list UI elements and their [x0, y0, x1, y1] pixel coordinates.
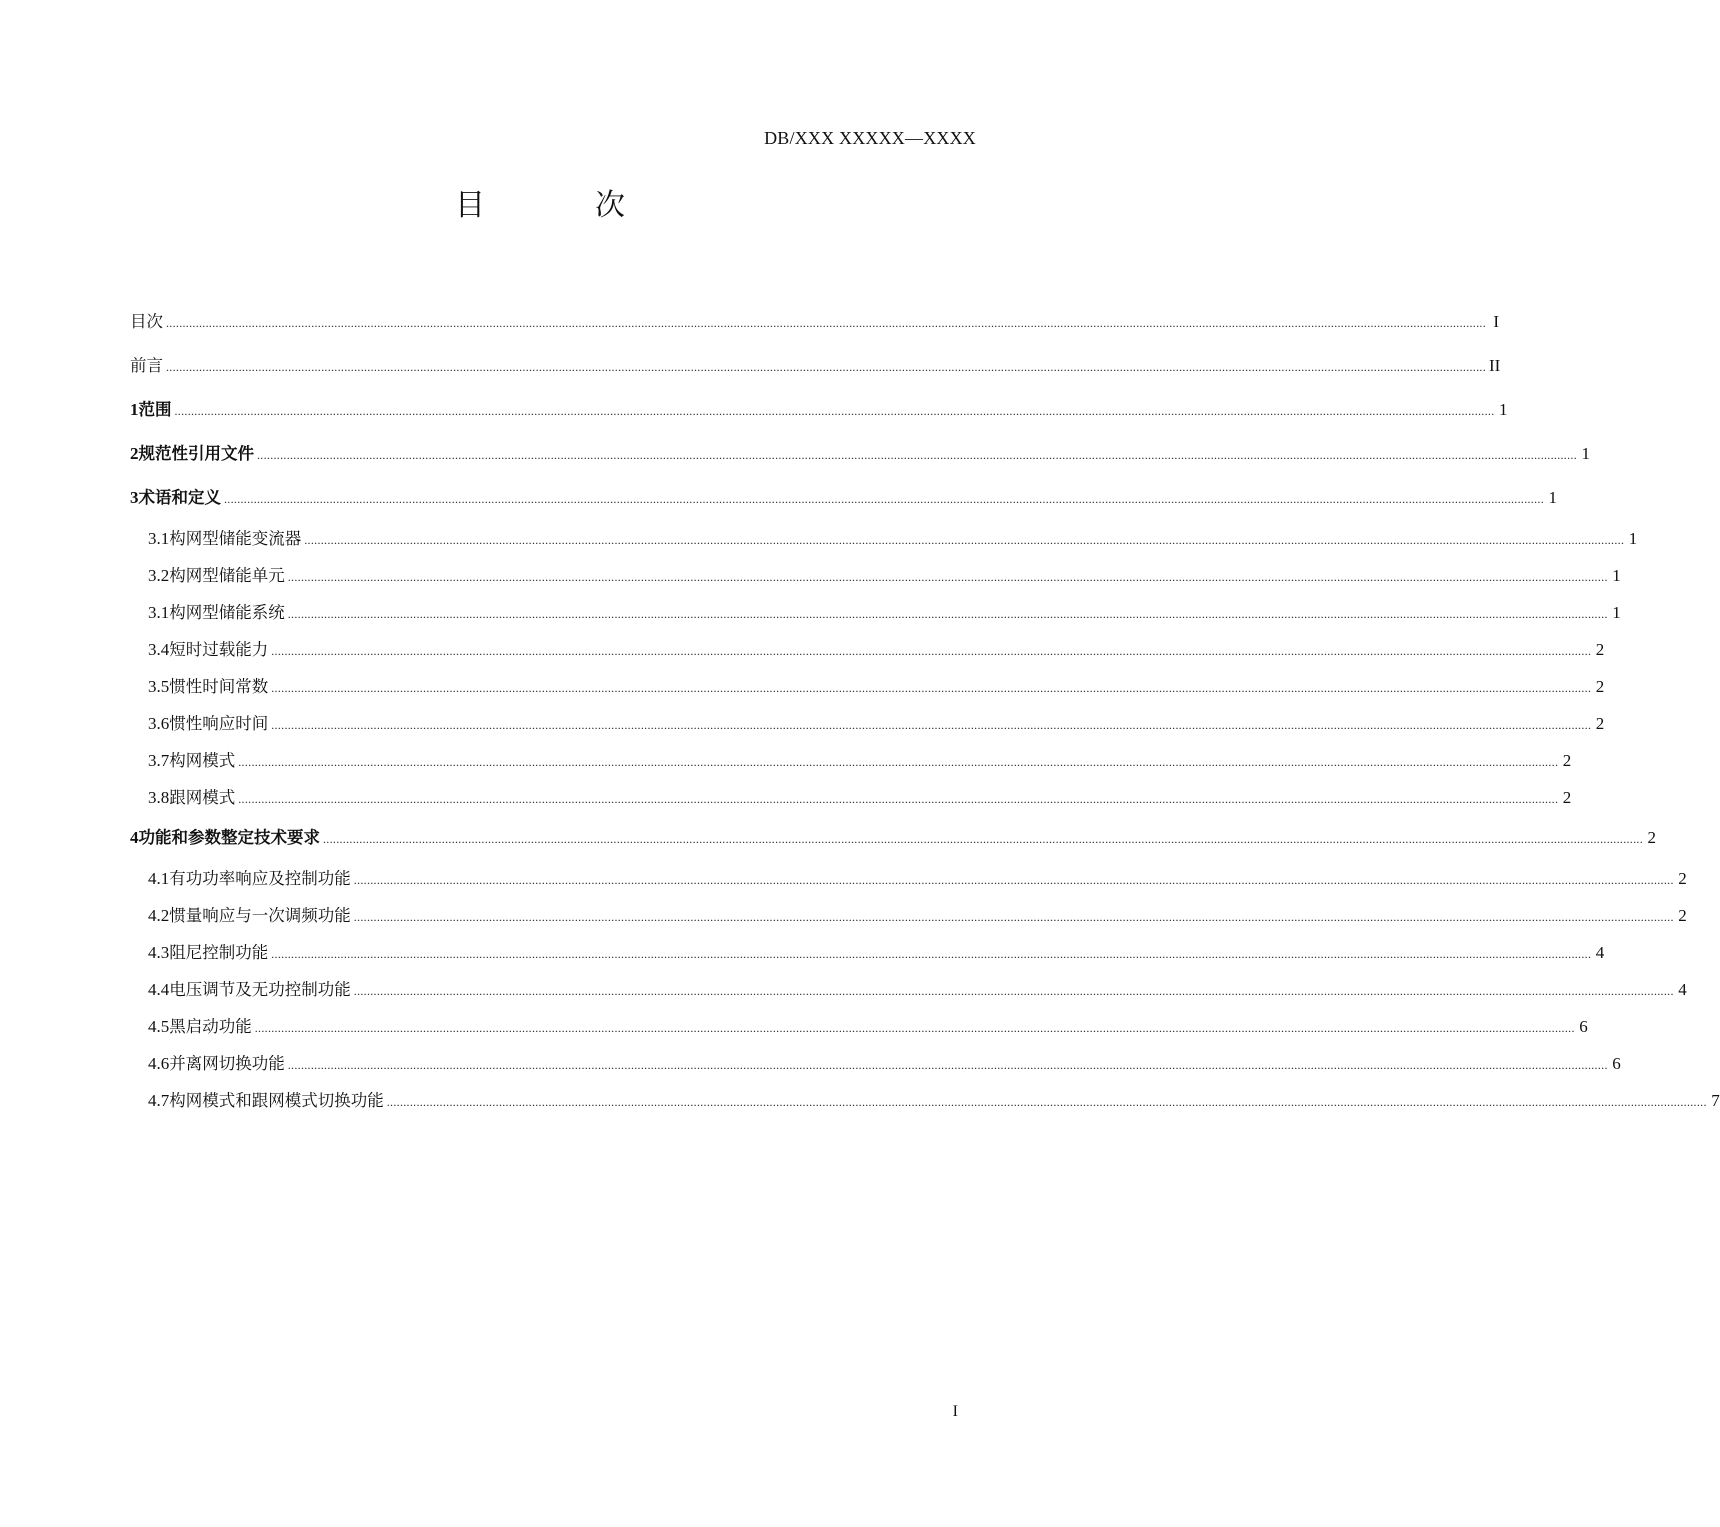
toc-entry[interactable] [130, 742, 1572, 779]
toc-dot-leader: ................................................................................................................................................................................................................................................................................................................................................................................................................ [271, 718, 1592, 732]
toc-entry[interactable] [130, 705, 1605, 742]
toc-entry-title: 阻尼控制功能 [169, 943, 269, 962]
toc-entry-number: 3.7 [148, 751, 170, 770]
toc-entry-number: 3.1 [148, 603, 170, 622]
toc-dot-leader: ................................................................................................................................................................................................................................................................................................................................................................................................................ [353, 984, 1674, 998]
toc-dot-leader: ................................................................................................................................................................................................................................................................................................................................................................................................................ [224, 492, 1544, 506]
toc-entry-page: 1 [1581, 444, 1590, 463]
toc-entry-number: 3.6 [148, 714, 170, 733]
toc-entry-title: 有功功率响应及控制功能 [169, 869, 351, 888]
toc-entry[interactable] [130, 388, 1508, 432]
toc-entry-number: 4.1 [148, 869, 170, 888]
toc-entry-page: 1 [1612, 566, 1621, 585]
toc-entry-title: 术语和定义 [138, 488, 221, 507]
toc-entry-title: 电压调节及无功控制功能 [169, 980, 351, 999]
toc-entry[interactable] [130, 476, 1557, 520]
toc-entry[interactable] [130, 860, 1687, 897]
toc-entry[interactable] [130, 897, 1687, 934]
toc-entry-number: 4.5 [148, 1017, 170, 1036]
toc-entry[interactable] [130, 816, 1656, 860]
page-number: I [952, 1403, 958, 1420]
toc-entry[interactable] [130, 432, 1590, 476]
toc-entry-number: 4.3 [148, 943, 170, 962]
toc-entry-number: 3.8 [148, 788, 170, 807]
toc-dot-leader: ................................................................................................................................................................................................................................................................................................................................................................................................................ [287, 570, 1608, 584]
toc-entry-title: 前言 [130, 356, 163, 375]
toc-entry-page: I [1493, 312, 1499, 331]
toc-entry-title: 范围 [138, 400, 172, 419]
toc-entry-page: 6 [1579, 1017, 1588, 1036]
toc-entry-page: 2 [1595, 677, 1605, 696]
toc-entry-number: 2 [130, 444, 139, 463]
toc-entry-number: 4 [130, 828, 139, 847]
toc-entry-title: 构网模式 [169, 751, 236, 770]
title-char-2: 次 [595, 188, 625, 223]
toc-dot-leader: ................................................................................................................................................................................................................................................................................................................................................................................................................ [353, 873, 1674, 887]
toc-entry-title: 惯性时间常数 [169, 677, 269, 696]
toc-entry-page: 4 [1678, 980, 1687, 999]
toc-dot-leader: ................................................................................................................................................................................................................................................................................................................................................................................................................ [166, 316, 1486, 330]
toc-entry-title: 规范性引用文件 [138, 444, 254, 463]
toc-entry-number: 3.2 [148, 566, 170, 585]
toc-dot-leader: ................................................................................................................................................................................................................................................................................................................................................................................................................ [287, 1058, 1608, 1072]
toc-entry-title: 惯性响应时间 [169, 714, 269, 733]
toc-entry-number: 3.4 [148, 640, 170, 659]
toc-entry-page: 2 [1678, 906, 1687, 925]
toc-entry[interactable] [130, 1008, 1588, 1045]
toc-entry[interactable] [130, 934, 1605, 971]
toc-entry-title: 构网模式和跟网模式切换功能 [169, 1091, 384, 1110]
document-code: DB/XXX XXXXX—XXXX [764, 128, 976, 148]
toc-entry[interactable] [130, 1045, 1621, 1082]
toc-entry-page: 1 [1612, 603, 1621, 622]
toc-dot-leader: ................................................................................................................................................................................................................................................................................................................................................................................................................ [238, 792, 1559, 806]
toc-entry[interactable] [130, 344, 1501, 388]
toc-entry[interactable] [130, 631, 1605, 668]
toc-entry-title: 并离网切换功能 [169, 1054, 285, 1073]
toc-entry-title: 惯量响应与一次调频功能 [169, 906, 351, 925]
toc-entry-number: 1 [130, 400, 139, 419]
title-char-1: 目 [455, 188, 485, 223]
toc-entry-title: 目次 [130, 312, 163, 331]
toc-entry-number: 3.1 [148, 529, 170, 548]
toc-entry-page: 1 [1628, 529, 1638, 548]
toc-entry-page: 2 [1595, 714, 1605, 733]
toc-dot-leader: ................................................................................................................................................................................................................................................................................................................................................................................................................ [386, 1095, 1707, 1109]
toc-entry[interactable] [130, 668, 1605, 705]
page-title [0, 180, 1080, 224]
toc-entry[interactable] [130, 971, 1687, 1008]
toc-entry-title: 构网型储能系统 [169, 603, 285, 622]
toc-entry-number: 4.7 [148, 1091, 170, 1110]
toc-entry[interactable] [130, 779, 1572, 816]
toc-dot-leader: ................................................................................................................................................................................................................................................................................................................................................................................................................ [287, 607, 1608, 621]
toc-entry-page: 1 [1548, 488, 1557, 507]
toc-entry[interactable] [130, 594, 1621, 631]
toc-entry-page: 2 [1562, 788, 1572, 807]
toc-entry-number: 4.6 [148, 1054, 170, 1073]
toc-dot-leader: ................................................................................................................................................................................................................................................................................................................................................................................................................ [166, 360, 1486, 374]
toc-dot-leader: ................................................................................................................................................................................................................................................................................................................................................................................................................ [304, 533, 1625, 547]
toc-dot-leader: ................................................................................................................................................................................................................................................................................................................................................................................................................ [323, 832, 1643, 846]
toc-entry-title: 跟网模式 [169, 788, 236, 807]
toc-entry-title: 构网型储能变流器 [169, 529, 302, 548]
toc-dot-leader: ................................................................................................................................................................................................................................................................................................................................................................................................................ [271, 681, 1592, 695]
toc-entry-page: 4 [1595, 943, 1605, 962]
toc-dot-leader: ................................................................................................................................................................................................................................................................................................................................................................................................................ [257, 448, 1577, 462]
toc-entry-title: 功能和参数整定技术要求 [138, 828, 320, 847]
toc-dot-leader: ................................................................................................................................................................................................................................................................................................................................................................................................................ [353, 910, 1674, 924]
toc-dot-leader: ................................................................................................................................................................................................................................................................................................................................................................................................................ [238, 755, 1559, 769]
toc-dot-leader: ................................................................................................................................................................................................................................................................................................................................................................................................................ [254, 1021, 1575, 1035]
toc-entry[interactable] [130, 557, 1621, 594]
toc-entry-page: 7 [1711, 1091, 1720, 1110]
toc-entry-number: 3 [130, 488, 139, 507]
toc-list [130, 300, 1720, 1119]
toc-dot-leader: ................................................................................................................................................................................................................................................................................................................................................................................................................ [271, 947, 1592, 961]
toc-entry-page: 2 [1562, 751, 1572, 770]
toc-entry[interactable] [130, 300, 1499, 344]
toc-entry-page: 1 [1499, 400, 1508, 419]
toc-entry-page: 2 [1647, 828, 1656, 847]
toc-entry[interactable] [130, 520, 1638, 557]
toc-entry-number: 4.4 [148, 980, 170, 999]
toc-dot-leader: ................................................................................................................................................................................................................................................................................................................................................................................................................ [174, 404, 1495, 418]
toc-entry-page: 2 [1595, 640, 1605, 659]
toc-entry-page: 6 [1612, 1054, 1621, 1073]
toc-dot-leader: ................................................................................................................................................................................................................................................................................................................................................................................................................ [271, 644, 1592, 658]
toc-entry-title: 构网型储能单元 [169, 566, 285, 585]
toc-entry-page: II [1489, 356, 1501, 375]
toc-entry-title: 短时过载能力 [169, 640, 269, 659]
toc-entry-number: 4.2 [148, 906, 170, 925]
toc-entry-number: 3.5 [148, 677, 170, 696]
toc-entry-page: 2 [1678, 869, 1687, 888]
toc-entry-title: 黑启动功能 [169, 1017, 252, 1036]
toc-entry[interactable] [130, 1082, 1720, 1119]
